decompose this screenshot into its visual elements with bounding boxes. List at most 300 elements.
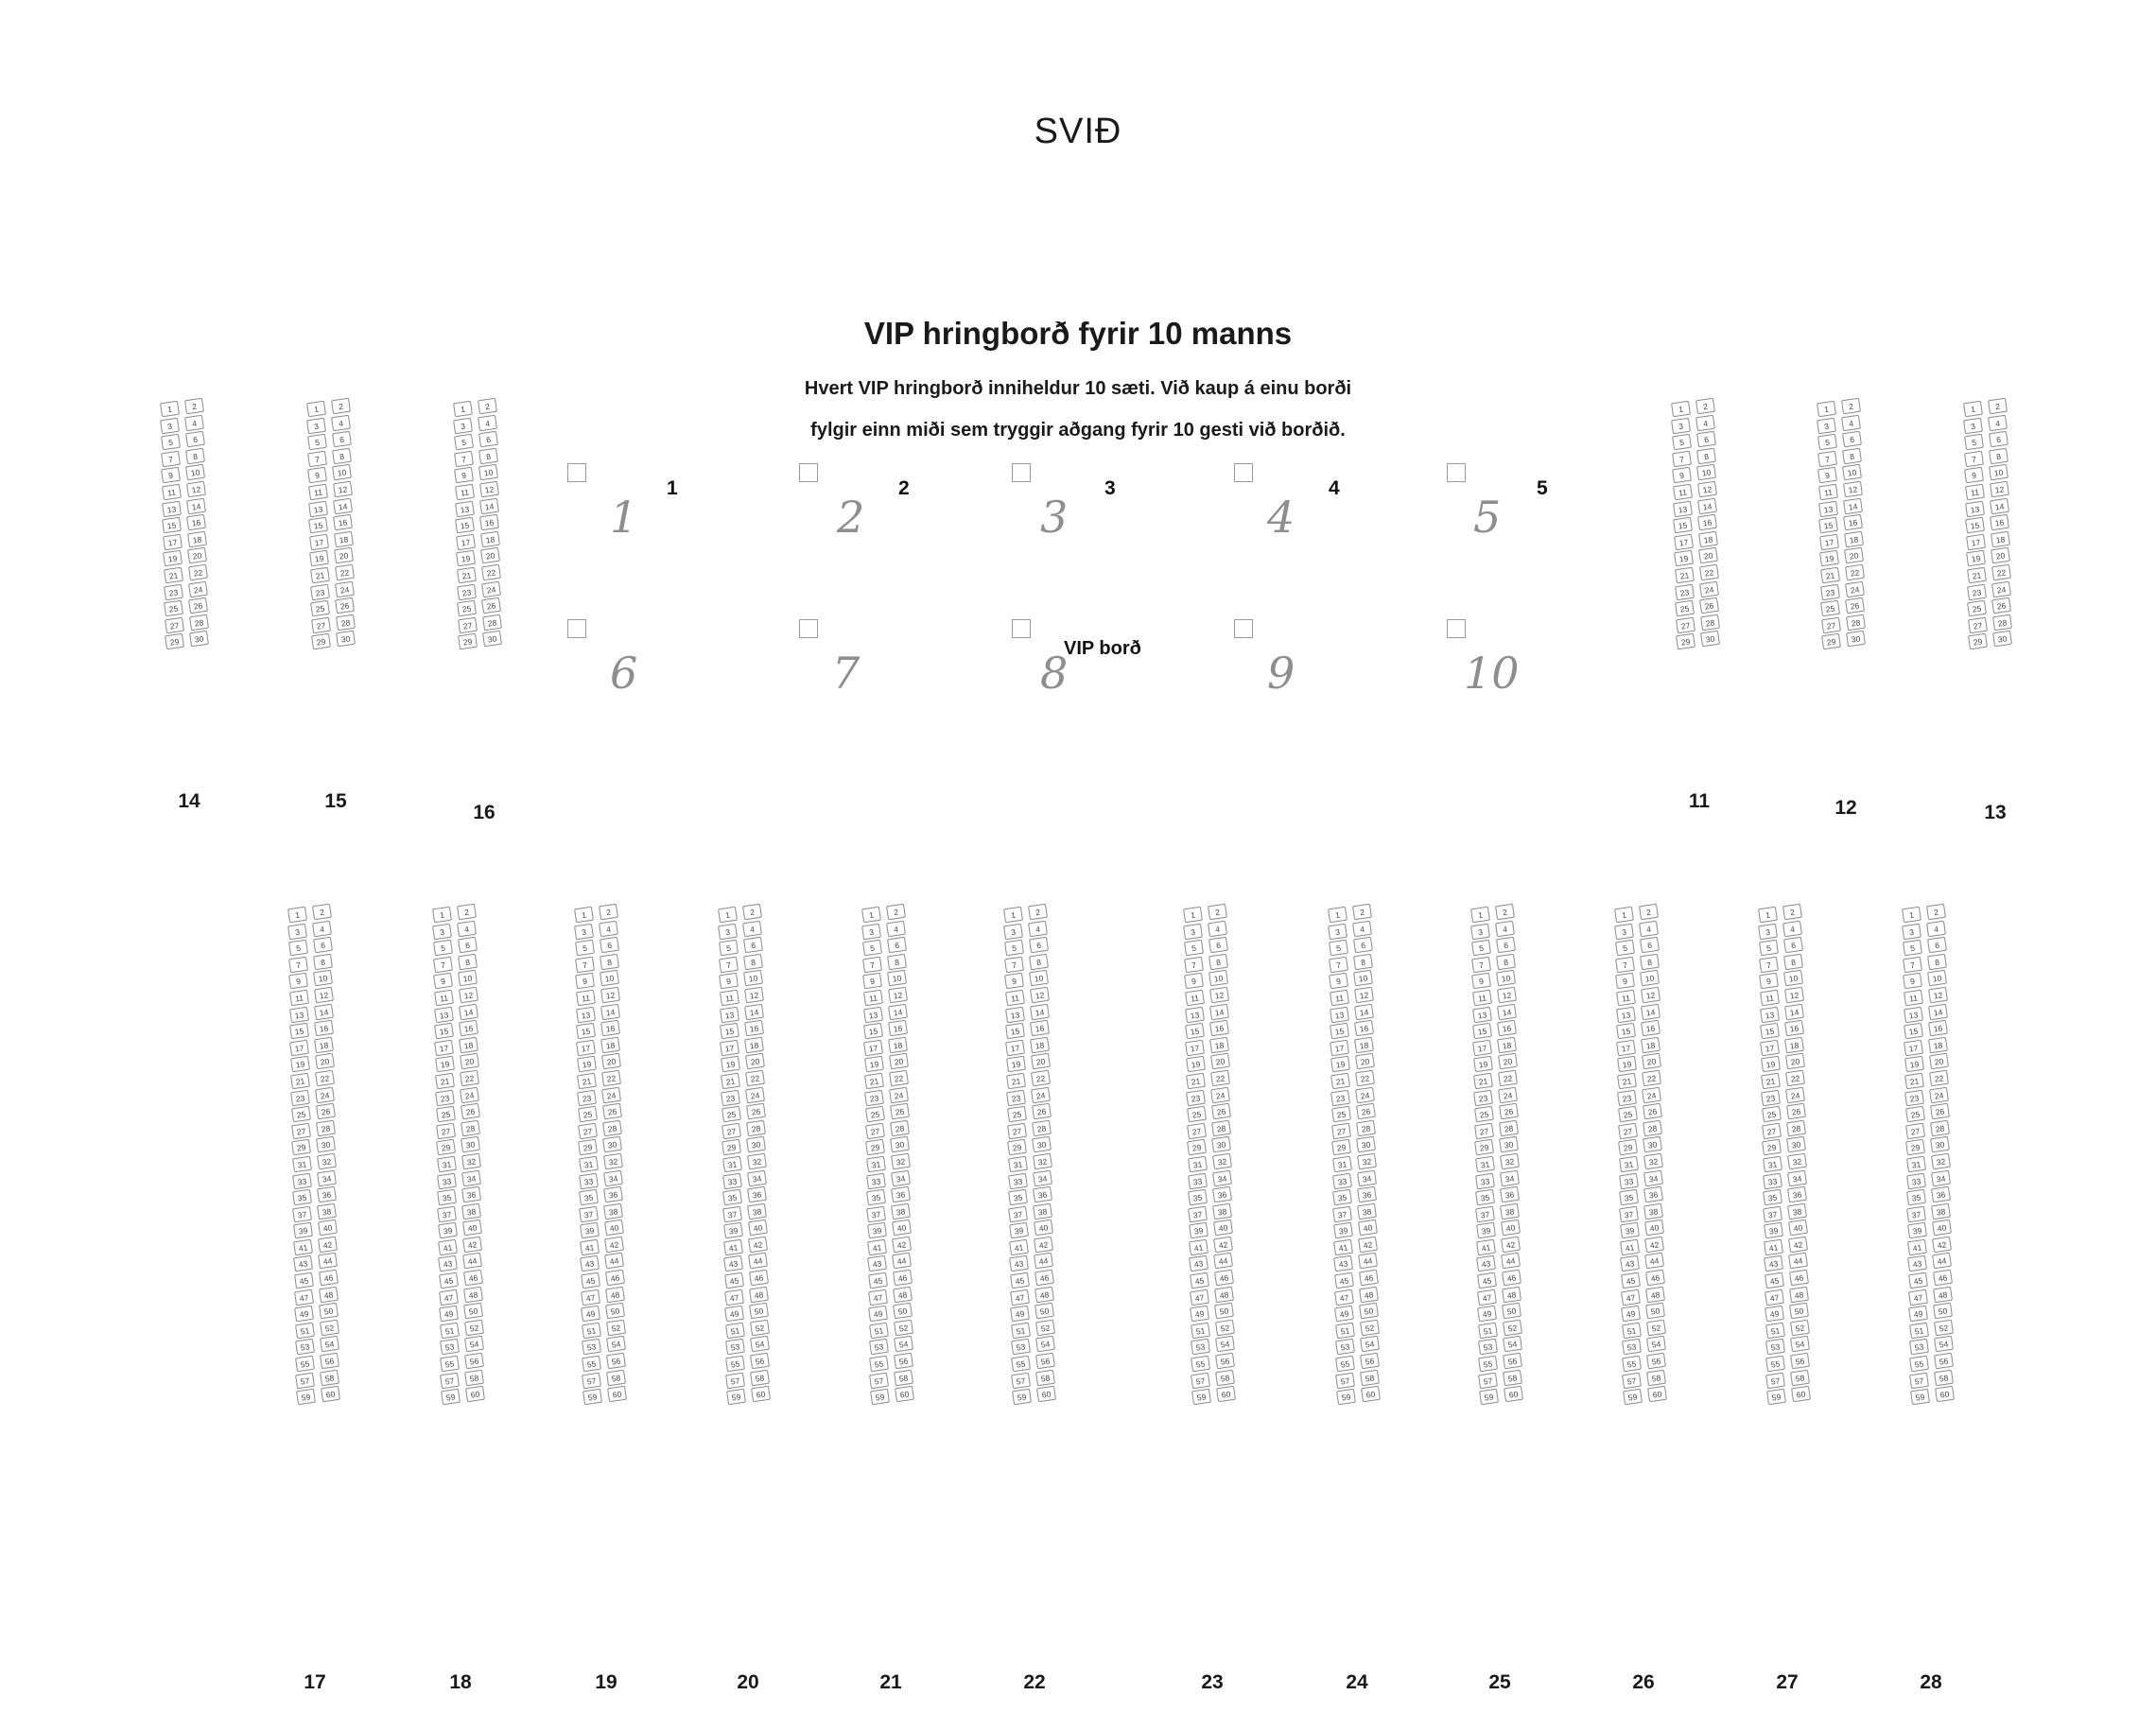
seat[interactable]: 29 [1762,1139,1782,1155]
seat[interactable]: 55 [1478,1356,1498,1372]
seat[interactable]: 59 [582,1389,602,1405]
seat[interactable]: 52 [320,1320,339,1336]
seat[interactable]: 23 [457,583,477,599]
seat[interactable]: 40 [318,1220,338,1236]
seat[interactable]: 50 [463,1303,483,1319]
seat[interactable]: 36 [461,1186,481,1202]
seat[interactable]: 1 [861,907,881,923]
seat[interactable]: 3 [160,417,180,433]
seat[interactable]: 19 [163,550,183,566]
seat[interactable]: 40 [1644,1220,1664,1236]
seat[interactable]: 25 [291,1106,311,1122]
seat[interactable]: 11 [1472,990,1492,1006]
seat[interactable]: 1 [1470,907,1490,923]
seat[interactable]: 32 [1787,1153,1807,1169]
seat[interactable]: 29 [1968,633,1988,649]
seat[interactable]: 57 [1011,1372,1031,1388]
seat[interactable]: 19 [1819,550,1839,566]
vip-table-marker[interactable] [1012,463,1031,482]
seat[interactable]: 43 [1620,1255,1640,1272]
seat[interactable]: 53 [440,1339,460,1355]
seat[interactable]: 57 [1909,1372,1929,1388]
seat[interactable]: 14 [1641,1003,1660,1019]
seat[interactable]: 15 [1005,1023,1025,1039]
seat[interactable]: 54 [1934,1336,1954,1352]
seat[interactable]: 21 [577,1073,597,1089]
seat[interactable]: 32 [1500,1153,1520,1169]
seat[interactable]: 21 [864,1073,884,1089]
seat[interactable]: 16 [744,1020,764,1036]
seat[interactable]: 1 [1963,401,1983,417]
seat[interactable]: 11 [289,990,309,1006]
seat[interactable]: 37 [579,1205,599,1221]
seat[interactable]: 42 [748,1237,768,1253]
seat[interactable]: 41 [580,1239,600,1255]
seat[interactable]: 45 [581,1272,600,1289]
seat[interactable]: 49 [1190,1306,1209,1322]
seat[interactable]: 52 [894,1320,913,1336]
seat[interactable]: 10 [1029,970,1049,986]
seat[interactable]: 36 [603,1186,623,1202]
seat[interactable]: 35 [1475,1189,1495,1205]
seat[interactable]: 47 [1765,1289,1784,1305]
seat[interactable]: 39 [293,1222,313,1238]
seat[interactable]: 13 [1965,500,1985,516]
seat[interactable]: 37 [866,1205,886,1221]
seat[interactable]: 7 [1004,957,1024,973]
seat[interactable]: 43 [1907,1255,1927,1272]
seat[interactable]: 4 [331,414,351,430]
seat[interactable]: 30 [1700,631,1720,647]
vip-table-marker[interactable] [1234,619,1253,638]
seat[interactable]: 26 [1032,1103,1052,1119]
seat[interactable]: 18 [1209,1037,1229,1053]
seat[interactable]: 42 [604,1237,624,1253]
seat[interactable]: 51 [1191,1323,1210,1339]
seat[interactable]: 28 [1930,1119,1950,1135]
seat[interactable]: 48 [319,1286,339,1302]
seat[interactable]: 28 [1992,614,2012,630]
seat[interactable]: 12 [1784,987,1804,1003]
seat[interactable]: 1 [453,401,473,417]
seat[interactable]: 5 [1471,940,1491,956]
seat[interactable]: 21 [1761,1073,1781,1089]
seat[interactable]: 18 [744,1037,764,1053]
seat[interactable]: 44 [748,1253,768,1269]
seat[interactable]: 25 [1474,1106,1494,1122]
seat[interactable]: 4 [1988,414,2008,430]
seat[interactable]: 1 [1758,907,1778,923]
seat[interactable]: 24 [1699,580,1719,597]
seat[interactable]: 30 [890,1136,910,1152]
seat[interactable]: 31 [1008,1156,1028,1172]
seat[interactable]: 14 [459,1003,478,1019]
seat[interactable]: 52 [1035,1320,1055,1336]
seat[interactable]: 54 [464,1336,484,1352]
seat[interactable]: 5 [575,940,595,956]
seat[interactable]: 20 [1642,1053,1661,1069]
seat[interactable]: 22 [460,1070,479,1086]
seat[interactable]: 21 [310,567,330,583]
seat[interactable]: 56 [894,1353,913,1369]
seat[interactable]: 15 [1760,1023,1780,1039]
seat[interactable]: 18 [1784,1037,1804,1053]
seat[interactable]: 5 [1672,434,1692,450]
seat[interactable]: 21 [1904,1073,1924,1089]
seat[interactable]: 4 [184,414,204,430]
seat[interactable]: 28 [1032,1119,1052,1135]
seat[interactable]: 13 [1616,1006,1636,1022]
vip-table-marker[interactable] [1234,463,1253,482]
seat[interactable]: 59 [296,1389,316,1405]
vip-table-marker[interactable] [567,463,586,482]
seat[interactable]: 44 [1034,1253,1053,1269]
seat[interactable]: 29 [1821,633,1841,649]
seat[interactable]: 27 [291,1122,311,1138]
seat[interactable]: 6 [1640,937,1660,953]
seat[interactable]: 53 [295,1339,315,1355]
seat[interactable]: 17 [1005,1040,1025,1056]
seat[interactable]: 26 [316,1103,336,1119]
seat[interactable]: 10 [1353,970,1373,986]
seat[interactable]: 37 [1332,1205,1352,1221]
seat[interactable]: 7 [1615,957,1635,973]
seat[interactable]: 4 [312,920,332,936]
seat[interactable]: 12 [459,987,478,1003]
seat[interactable]: 17 [456,534,476,550]
seat[interactable]: 16 [1928,1020,1948,1036]
seat[interactable]: 7 [454,451,474,467]
seat[interactable]: 42 [892,1237,912,1253]
seat[interactable]: 39 [867,1222,887,1238]
seat[interactable]: 4 [1782,920,1802,936]
seat[interactable]: 20 [1498,1053,1518,1069]
seat[interactable]: 2 [331,398,351,414]
seat[interactable]: 27 [1618,1122,1638,1138]
seat[interactable]: 5 [1329,940,1348,956]
seat[interactable]: 3 [1671,417,1691,433]
seat[interactable]: 39 [438,1222,458,1238]
seat[interactable]: 45 [1908,1272,1928,1289]
seat[interactable]: 2 [184,398,204,414]
seat[interactable]: 42 [462,1237,482,1253]
seat[interactable]: 55 [1909,1356,1929,1372]
seat[interactable]: 48 [1789,1286,1809,1302]
seat[interactable]: 11 [1005,990,1025,1006]
seat[interactable]: 27 [1007,1122,1027,1138]
seat[interactable]: 41 [1907,1239,1927,1255]
seat[interactable]: 28 [482,614,502,630]
seat[interactable]: 11 [1330,990,1349,1006]
seat[interactable]: 32 [1643,1153,1663,1169]
seat[interactable]: 29 [1187,1139,1207,1155]
seat[interactable]: 26 [1699,597,1719,614]
seat[interactable]: 20 [1844,547,1864,563]
seat[interactable]: 26 [1643,1103,1662,1119]
seat[interactable]: 10 [1927,970,1947,986]
seat[interactable]: 30 [602,1136,622,1152]
seat[interactable]: 40 [1034,1220,1053,1236]
seat[interactable]: 29 [458,633,478,649]
seat[interactable]: 52 [606,1320,626,1336]
seat[interactable]: 27 [311,616,331,632]
seat[interactable]: 14 [1030,1003,1050,1019]
seat[interactable]: 22 [1498,1070,1518,1086]
seat[interactable]: 24 [1642,1086,1661,1102]
seat[interactable]: 19 [309,550,329,566]
seat[interactable]: 16 [1843,514,1863,530]
seat[interactable]: 50 [1789,1303,1809,1319]
seat[interactable]: 6 [600,937,619,953]
seat[interactable]: 13 [1673,500,1693,516]
seat[interactable]: 28 [1643,1119,1662,1135]
seat[interactable]: 29 [865,1139,885,1155]
seat[interactable]: 8 [1783,954,1803,970]
seat[interactable]: 17 [309,534,329,550]
seat[interactable]: 34 [1357,1169,1377,1185]
seat[interactable]: 2 [1208,904,1227,920]
seat[interactable]: 8 [1353,954,1373,970]
seat[interactable]: 35 [866,1189,886,1205]
seat[interactable]: 42 [1788,1237,1808,1253]
seat[interactable]: 32 [1357,1153,1377,1169]
seat[interactable]: 58 [320,1369,339,1385]
seat[interactable]: 5 [1615,940,1635,956]
seat[interactable]: 8 [1696,448,1716,464]
seat[interactable]: 59 [1479,1389,1499,1405]
seat[interactable]: 1 [1902,907,1921,923]
seat[interactable]: 3 [1328,923,1348,939]
seat[interactable]: 34 [317,1169,337,1185]
seat[interactable]: 26 [746,1103,766,1119]
seat[interactable]: 1 [1003,907,1023,923]
vip-table-marker[interactable] [799,463,818,482]
seat[interactable]: 3 [1614,923,1634,939]
seat[interactable]: 14 [1784,1003,1804,1019]
seat[interactable]: 6 [185,431,205,447]
seat[interactable]: 52 [1360,1320,1380,1336]
seat[interactable]: 48 [1933,1286,1953,1302]
seat[interactable]: 5 [1184,940,1204,956]
seat[interactable]: 39 [1333,1222,1353,1238]
seat[interactable]: 44 [892,1253,912,1269]
seat[interactable]: 12 [479,481,499,497]
seat[interactable]: 38 [1931,1202,1951,1219]
seat[interactable]: 7 [1903,957,1922,973]
seat[interactable]: 8 [1640,954,1660,970]
seat[interactable]: 13 [1760,1006,1780,1022]
seat[interactable]: 4 [1926,920,1946,936]
seat[interactable]: 54 [894,1336,913,1352]
seat[interactable]: 14 [600,1003,620,1019]
seat[interactable]: 17 [434,1040,454,1056]
seat[interactable]: 58 [1503,1369,1522,1385]
seat[interactable]: 60 [1647,1386,1667,1402]
seat[interactable]: 8 [600,954,619,970]
seat[interactable]: 9 [307,467,327,483]
seat[interactable]: 3 [1470,923,1490,939]
seat[interactable]: 14 [1697,497,1717,513]
seat[interactable]: 18 [480,531,500,547]
seat[interactable]: 57 [1765,1372,1785,1388]
seat[interactable]: 17 [1472,1040,1492,1056]
seat[interactable]: 35 [1332,1189,1352,1205]
seat[interactable]: 15 [1904,1023,1923,1039]
seat[interactable]: 20 [1991,547,2010,563]
seat[interactable]: 30 [482,631,502,647]
seat[interactable]: 54 [1215,1336,1235,1352]
seat[interactable]: 31 [579,1156,599,1172]
seat[interactable]: 58 [750,1369,770,1385]
vip-table-marker[interactable] [1447,463,1466,482]
seat[interactable]: 25 [1007,1106,1027,1122]
seat[interactable]: 34 [1931,1169,1951,1185]
seat[interactable]: 49 [1621,1306,1641,1322]
seat[interactable]: 20 [315,1053,335,1069]
seat[interactable]: 42 [1358,1237,1378,1253]
seat[interactable]: 12 [333,481,353,497]
seat[interactable]: 26 [890,1103,910,1119]
seat[interactable]: 23 [721,1089,740,1105]
seat[interactable]: 33 [292,1172,312,1188]
seat[interactable]: 24 [745,1086,765,1102]
seat[interactable]: 39 [580,1222,600,1238]
seat[interactable]: 58 [1790,1369,1810,1385]
seat[interactable]: 22 [1785,1070,1805,1086]
seat[interactable]: 2 [1926,904,1946,920]
seat[interactable]: 4 [1352,920,1372,936]
seat[interactable]: 7 [433,957,453,973]
seat[interactable]: 33 [1619,1172,1639,1188]
seat[interactable]: 18 [888,1037,908,1053]
seat[interactable]: 26 [1499,1103,1519,1119]
seat[interactable]: 60 [1216,1386,1236,1402]
seat[interactable]: 28 [746,1119,766,1135]
seat[interactable]: 28 [189,614,209,630]
seat[interactable]: 34 [1033,1169,1052,1185]
seat[interactable]: 10 [1640,970,1660,986]
seat[interactable]: 9 [1184,973,1204,989]
seat[interactable]: 20 [334,547,354,563]
seat[interactable]: 2 [1841,398,1861,414]
seat[interactable]: 24 [1845,580,1865,597]
seat[interactable]: 7 [1184,957,1204,973]
seat[interactable]: 8 [313,954,333,970]
seat[interactable]: 40 [1788,1220,1808,1236]
seat[interactable]: 45 [1010,1272,1030,1289]
seat[interactable]: 6 [1989,431,2008,447]
seat[interactable]: 32 [747,1153,767,1169]
seat[interactable]: 35 [1188,1189,1208,1205]
seat[interactable]: 13 [308,500,328,516]
seat[interactable]: 12 [1990,481,2009,497]
seat[interactable]: 58 [1035,1369,1055,1385]
seat[interactable]: 12 [600,987,620,1003]
seat[interactable]: 15 [1818,517,1838,533]
seat[interactable]: 25 [578,1106,598,1122]
seat[interactable]: 4 [1639,920,1659,936]
seat[interactable]: 10 [1496,970,1516,986]
seat[interactable]: 22 [1355,1070,1375,1086]
seat[interactable]: 16 [479,514,499,530]
seat[interactable]: 54 [1360,1336,1380,1352]
seat[interactable]: 14 [744,1003,764,1019]
seat[interactable]: 35 [722,1189,742,1205]
seat[interactable]: 35 [1008,1189,1028,1205]
seat[interactable]: 23 [310,583,330,599]
seat[interactable]: 18 [1497,1037,1517,1053]
seat[interactable]: 2 [742,904,762,920]
seat[interactable]: 46 [1645,1270,1665,1286]
seat[interactable]: 29 [1474,1139,1494,1155]
seat[interactable]: 9 [161,467,181,483]
seat[interactable]: 1 [1614,907,1634,923]
seat[interactable]: 10 [458,970,478,986]
seat[interactable]: 33 [1906,1172,1926,1188]
seat[interactable]: 33 [1188,1172,1208,1188]
seat[interactable]: 20 [1785,1053,1805,1069]
seat[interactable]: 3 [1963,417,1983,433]
seat[interactable]: 45 [868,1272,888,1289]
seat[interactable]: 6 [1029,937,1049,953]
seat[interactable]: 18 [459,1037,478,1053]
seat[interactable]: 44 [1358,1253,1378,1269]
seat[interactable]: 13 [434,1006,454,1022]
seat[interactable]: 53 [1011,1339,1031,1355]
seat[interactable]: 20 [460,1053,479,1069]
seat[interactable]: 30 [1930,1136,1950,1152]
seat[interactable]: 11 [455,484,475,500]
seat[interactable]: 26 [1930,1103,1950,1119]
seat[interactable]: 26 [1211,1103,1231,1119]
seat[interactable]: 54 [750,1336,770,1352]
seat[interactable]: 50 [893,1303,913,1319]
seat[interactable]: 9 [433,973,453,989]
seat[interactable]: 35 [437,1189,457,1205]
vip-table-marker[interactable] [1012,619,1031,638]
seat[interactable]: 36 [1931,1186,1951,1202]
seat[interactable]: 30 [461,1136,480,1152]
seat[interactable]: 24 [188,580,208,597]
seat[interactable]: 46 [1214,1270,1234,1286]
seat[interactable]: 46 [1933,1270,1953,1286]
seat[interactable]: 42 [1932,1237,1952,1253]
seat[interactable]: 27 [165,616,184,632]
seat[interactable]: 43 [723,1255,743,1272]
seat[interactable]: 19 [1473,1056,1493,1072]
seat[interactable]: 53 [1765,1339,1785,1355]
seat[interactable]: 10 [743,970,763,986]
seat[interactable]: 60 [1504,1386,1523,1402]
seat[interactable]: 46 [749,1270,769,1286]
seat[interactable]: 20 [480,547,500,563]
seat[interactable]: 28 [1786,1119,1806,1135]
seat[interactable]: 44 [318,1253,338,1269]
seat[interactable]: 27 [722,1122,741,1138]
seat[interactable]: 15 [289,1023,309,1039]
seat[interactable]: 16 [186,514,206,530]
seat[interactable]: 3 [718,923,738,939]
seat[interactable]: 8 [185,448,205,464]
seat[interactable]: 16 [1784,1020,1804,1036]
seat[interactable]: 38 [1212,1202,1232,1219]
seat[interactable]: 44 [1501,1253,1521,1269]
seat[interactable]: 37 [292,1205,312,1221]
seat[interactable]: 1 [718,907,738,923]
seat[interactable]: 3 [306,417,326,433]
seat[interactable]: 39 [1189,1222,1208,1238]
seat[interactable]: 28 [890,1119,910,1135]
